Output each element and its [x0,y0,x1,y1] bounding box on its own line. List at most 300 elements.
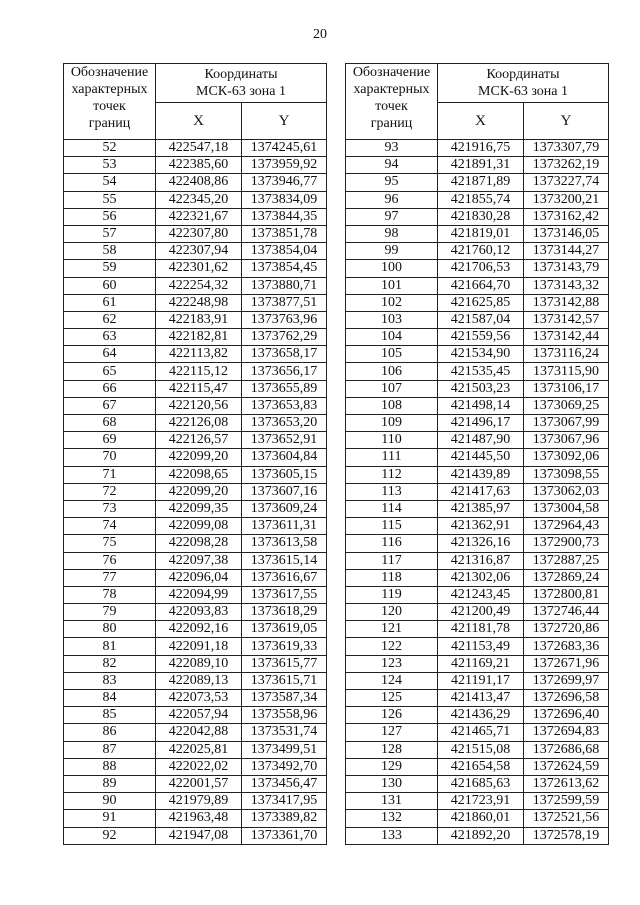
y-coordinate-cell: 1373143,79 [524,260,609,277]
y-coordinate-cell: 1373200,21 [524,191,609,208]
table-row [64,724,327,741]
y-coordinate-cell: 1372671,96 [524,655,609,672]
x-header: X [438,103,524,140]
point-label-line: характерных [71,82,148,97]
table-row [346,346,609,363]
point-number-cell: 97 [346,208,438,225]
x-coordinate-cell: 421316,87 [438,552,524,569]
x-coordinate-cell: 421534,90 [438,346,524,363]
y-coordinate-cell: 1373946,77 [242,174,327,191]
coordinates-header [438,64,609,103]
y-coordinate-cell: 1372900,73 [524,535,609,552]
point-number-cell: 102 [346,294,438,311]
point-number-cell: 114 [346,500,438,517]
point-number-cell: 108 [346,397,438,414]
x-coordinate-cell: 422307,80 [156,225,242,242]
point-number-cell: 105 [346,346,438,363]
coordinates-table-right [345,63,609,845]
y-coordinate-cell: 1373844,35 [242,208,327,225]
table-row [346,380,609,397]
table-row [64,311,327,328]
x-coordinate-cell: 421200,49 [438,604,524,621]
point-number-cell: 80 [64,621,156,638]
x-coordinate-cell: 421685,63 [438,775,524,792]
table-row [64,604,327,621]
y-coordinate-cell: 1373417,95 [242,793,327,810]
table-row [346,690,609,707]
table-row [346,569,609,586]
point-number-cell: 103 [346,311,438,328]
point-number-cell: 75 [64,535,156,552]
table-row [346,140,609,157]
x-coordinate-cell: 421535,45 [438,363,524,380]
point-number-cell: 88 [64,758,156,775]
point-number-cell: 79 [64,604,156,621]
y-coordinate-cell: 1373499,51 [242,741,327,758]
table-row [64,329,327,346]
x-coordinate-cell: 422248,98 [156,294,242,311]
point-number-cell: 123 [346,655,438,672]
point-number-cell: 99 [346,243,438,260]
coordinates-table-left [63,63,327,845]
x-coordinate-cell: 421871,89 [438,174,524,191]
y-coordinate-cell: 1373762,29 [242,329,327,346]
table-row [346,157,609,174]
x-coordinate-cell: 422093,83 [156,604,242,621]
y-coordinate-cell: 1373880,71 [242,277,327,294]
point-number-cell: 59 [64,260,156,277]
y-coordinate-cell: 1373615,14 [242,552,327,569]
page-number: 20 [313,27,327,42]
point-number-cell: 113 [346,483,438,500]
y-coordinate-cell: 1373106,17 [524,380,609,397]
table-row [346,500,609,517]
table-row [64,758,327,775]
table-row [64,672,327,689]
table-row [346,311,609,328]
point-number-cell: 100 [346,260,438,277]
coordinate-system: МСК-63 зона 1 [478,84,568,99]
point-number-cell: 53 [64,157,156,174]
y-coordinate-cell: 1373877,51 [242,294,327,311]
table-row [64,621,327,638]
x-coordinate-cell: 421496,17 [438,415,524,432]
point-number-cell: 82 [64,655,156,672]
y-coordinate-cell: 1372599,59 [524,793,609,810]
y-coordinate-cell: 1373618,29 [242,604,327,621]
point-label-line: точек [375,99,408,114]
point-number-cell: 78 [64,586,156,603]
table-row [64,415,327,432]
table-row [64,174,327,191]
y-coordinate-cell: 1372521,56 [524,810,609,827]
x-coordinate-cell: 421891,31 [438,157,524,174]
table-row [64,827,327,844]
y-coordinate-cell: 1372683,36 [524,638,609,655]
y-coordinate-cell: 1373558,96 [242,707,327,724]
point-number-cell: 77 [64,569,156,586]
x-coordinate-cell: 421916,75 [438,140,524,157]
y-coordinate-cell: 1373658,17 [242,346,327,363]
coordinates-header [156,64,327,103]
table-row [64,500,327,517]
table-row [64,346,327,363]
point-number-cell: 104 [346,329,438,346]
x-coordinate-cell: 421191,17 [438,672,524,689]
x-coordinate-cell: 421664,70 [438,277,524,294]
y-coordinate-cell: 1373531,74 [242,724,327,741]
table-row [346,449,609,466]
point-number-cell: 62 [64,311,156,328]
table-row [346,483,609,500]
table-row [346,225,609,242]
y-coordinate-cell: 1373067,96 [524,432,609,449]
y-coordinate-cell: 1373619,05 [242,621,327,638]
y-coordinate-cell: 1372578,19 [524,827,609,844]
x-coordinate-cell: 422385,60 [156,157,242,174]
point-label-line: точек [93,99,126,114]
y-coordinate-cell: 1373062,03 [524,483,609,500]
x-coordinate-cell: 421445,50 [438,449,524,466]
point-number-cell: 133 [346,827,438,844]
x-coordinate-cell: 422092,16 [156,621,242,638]
y-coordinate-cell: 1373617,55 [242,586,327,603]
y-coordinate-cell: 1373611,31 [242,518,327,535]
table-row [64,243,327,260]
point-number-cell: 71 [64,466,156,483]
y-coordinate-cell: 1373604,84 [242,449,327,466]
x-coordinate-cell: 422254,32 [156,277,242,294]
point-number-cell: 87 [64,741,156,758]
y-coordinate-cell: 1373851,78 [242,225,327,242]
table-row [64,294,327,311]
table-row [346,260,609,277]
point-number-cell: 120 [346,604,438,621]
point-number-cell: 129 [346,758,438,775]
x-coordinate-cell: 422115,47 [156,380,242,397]
y-header: Y [524,103,609,140]
x-coordinate-cell: 422096,04 [156,569,242,586]
point-label-line: характерных [353,82,430,97]
x-coordinate-cell: 422307,94 [156,243,242,260]
x-coordinate-cell: 422097,38 [156,552,242,569]
y-coordinate-cell: 1373307,79 [524,140,609,157]
x-coordinate-cell: 422126,08 [156,415,242,432]
table-row [346,672,609,689]
table-row [64,810,327,827]
table-row [64,432,327,449]
table-row [346,707,609,724]
point-number-cell: 91 [64,810,156,827]
y-coordinate-cell: 1373605,15 [242,466,327,483]
x-coordinate-cell: 421723,91 [438,793,524,810]
point-number-cell: 70 [64,449,156,466]
x-coordinate-cell: 421819,01 [438,225,524,242]
x-coordinate-cell: 421963,48 [156,810,242,827]
x-coordinate-cell: 421559,56 [438,329,524,346]
y-coordinate-cell: 1373142,88 [524,294,609,311]
table-row [64,466,327,483]
x-coordinate-cell: 422408,86 [156,174,242,191]
table-row [346,621,609,638]
point-number-cell: 94 [346,157,438,174]
y-coordinate-cell: 1373656,17 [242,363,327,380]
point-number-cell: 66 [64,380,156,397]
point-number-cell: 84 [64,690,156,707]
table-row [346,415,609,432]
x-coordinate-cell: 422099,20 [156,483,242,500]
table-row [64,793,327,810]
point-number-cell: 95 [346,174,438,191]
point-number-cell: 117 [346,552,438,569]
x-coordinate-cell: 422073,53 [156,690,242,707]
point-number-cell: 124 [346,672,438,689]
point-number-cell: 89 [64,775,156,792]
table-row [64,552,327,569]
y-coordinate-cell: 1373067,99 [524,415,609,432]
x-coordinate-cell: 421362,91 [438,518,524,535]
x-coordinate-cell: 422042,88 [156,724,242,741]
y-coordinate-cell: 1373854,45 [242,260,327,277]
y-coordinate-cell: 1373587,34 [242,690,327,707]
y-coordinate-cell: 1373609,24 [242,500,327,517]
point-label-header [346,64,438,140]
y-coordinate-cell: 1372699,97 [524,672,609,689]
point-number-cell: 65 [64,363,156,380]
table-row [64,380,327,397]
x-coordinate-cell: 421979,89 [156,793,242,810]
point-number-cell: 111 [346,449,438,466]
table-row [64,690,327,707]
x-coordinate-cell: 421487,90 [438,432,524,449]
table-row [64,518,327,535]
point-number-cell: 107 [346,380,438,397]
table-row [64,569,327,586]
y-coordinate-cell: 1372800,81 [524,586,609,603]
table-row [346,466,609,483]
table-row [346,329,609,346]
point-number-cell: 130 [346,775,438,792]
table-row [346,518,609,535]
x-coordinate-cell: 422120,56 [156,397,242,414]
table-body [346,140,609,845]
y-coordinate-cell: 1372696,58 [524,690,609,707]
table-row [64,449,327,466]
table-row [346,432,609,449]
y-coordinate-cell: 1373854,04 [242,243,327,260]
y-coordinate-cell: 1373142,57 [524,311,609,328]
y-coordinate-cell: 1373652,91 [242,432,327,449]
table-row [346,586,609,603]
x-coordinate-cell: 422057,94 [156,707,242,724]
table-row [64,157,327,174]
point-label-line: Обозначение [352,65,431,80]
x-coordinate-cell: 421503,23 [438,380,524,397]
point-number-cell: 69 [64,432,156,449]
table-row [64,655,327,672]
point-number-cell: 119 [346,586,438,603]
x-coordinate-cell: 422115,12 [156,363,242,380]
y-coordinate-cell: 1373144,27 [524,243,609,260]
table-row [64,260,327,277]
y-coordinate-cell: 1372686,68 [524,741,609,758]
y-coordinate-cell: 1373098,55 [524,466,609,483]
point-label-line: границ [88,116,131,131]
table-row [346,827,609,844]
x-header: X [156,103,242,140]
table-row [64,191,327,208]
x-coordinate-cell: 421326,16 [438,535,524,552]
y-coordinate-cell: 1372869,24 [524,569,609,586]
point-number-cell: 118 [346,569,438,586]
x-coordinate-cell: 422183,91 [156,311,242,328]
point-number-cell: 76 [64,552,156,569]
point-number-cell: 112 [346,466,438,483]
point-label-line: границ [370,116,413,131]
y-coordinate-cell: 1373361,70 [242,827,327,844]
y-coordinate-cell: 1373456,47 [242,775,327,792]
y-coordinate-cell: 1373115,90 [524,363,609,380]
y-coordinate-cell: 1373143,32 [524,277,609,294]
point-number-cell: 127 [346,724,438,741]
point-number-cell: 96 [346,191,438,208]
table-row [346,294,609,311]
table-body [64,140,327,845]
y-coordinate-cell: 1372696,40 [524,707,609,724]
y-coordinate-cell: 1372720,86 [524,621,609,638]
x-coordinate-cell: 421625,85 [438,294,524,311]
table-row [64,741,327,758]
point-number-cell: 56 [64,208,156,225]
point-number-cell: 83 [64,672,156,689]
x-coordinate-cell: 421587,04 [438,311,524,328]
y-coordinate-cell: 1373146,05 [524,225,609,242]
x-coordinate-cell: 421892,20 [438,827,524,844]
table-row [64,707,327,724]
x-coordinate-cell: 421413,47 [438,690,524,707]
point-number-cell: 101 [346,277,438,294]
table-row [346,191,609,208]
point-number-cell: 122 [346,638,438,655]
point-number-cell: 93 [346,140,438,157]
y-coordinate-cell: 1373615,71 [242,672,327,689]
table-row [64,363,327,380]
x-coordinate-cell: 421302,06 [438,569,524,586]
y-header: Y [242,103,327,140]
y-coordinate-cell: 1373619,33 [242,638,327,655]
table-row [346,397,609,414]
y-coordinate-cell: 1373607,16 [242,483,327,500]
x-coordinate-cell: 422099,35 [156,500,242,517]
table-row [346,775,609,792]
point-number-cell: 131 [346,793,438,810]
y-coordinate-cell: 1373834,09 [242,191,327,208]
x-coordinate-cell: 421515,08 [438,741,524,758]
y-coordinate-cell: 1373162,42 [524,208,609,225]
point-number-cell: 92 [64,827,156,844]
point-number-cell: 52 [64,140,156,157]
table-row [64,586,327,603]
table-row [346,638,609,655]
point-number-cell: 73 [64,500,156,517]
y-coordinate-cell: 1373492,70 [242,758,327,775]
coordinate-system: МСК-63 зона 1 [196,84,286,99]
y-coordinate-cell: 1373763,96 [242,311,327,328]
table-row [346,552,609,569]
table-row [346,208,609,225]
point-number-cell: 90 [64,793,156,810]
x-coordinate-cell: 422089,10 [156,655,242,672]
point-number-cell: 81 [64,638,156,655]
x-coordinate-cell: 422113,82 [156,346,242,363]
point-number-cell: 74 [64,518,156,535]
y-coordinate-cell: 1373655,89 [242,380,327,397]
point-number-cell: 115 [346,518,438,535]
y-coordinate-cell: 1373142,44 [524,329,609,346]
y-coordinate-cell: 1373615,77 [242,655,327,672]
point-number-cell: 72 [64,483,156,500]
table-row [346,363,609,380]
y-coordinate-cell: 1373616,67 [242,569,327,586]
point-number-cell: 60 [64,277,156,294]
x-coordinate-cell: 421153,49 [438,638,524,655]
point-number-cell: 64 [64,346,156,363]
x-coordinate-cell: 421498,14 [438,397,524,414]
x-coordinate-cell: 421760,12 [438,243,524,260]
point-number-cell: 128 [346,741,438,758]
coordinates-title: Координаты [204,67,278,82]
coordinates-title: Координаты [486,67,560,82]
x-coordinate-cell: 421417,63 [438,483,524,500]
x-coordinate-cell: 421830,28 [438,208,524,225]
y-coordinate-cell: 1373959,92 [242,157,327,174]
x-coordinate-cell: 422025,81 [156,741,242,758]
y-coordinate-cell: 1373653,20 [242,415,327,432]
point-number-cell: 132 [346,810,438,827]
table-row [346,277,609,294]
y-coordinate-cell: 1373092,06 [524,449,609,466]
point-number-cell: 68 [64,415,156,432]
table-row [346,810,609,827]
y-coordinate-cell: 1373069,25 [524,397,609,414]
x-coordinate-cell: 422089,13 [156,672,242,689]
x-coordinate-cell: 422182,81 [156,329,242,346]
y-coordinate-cell: 1372624,59 [524,758,609,775]
x-coordinate-cell: 422091,18 [156,638,242,655]
table-row [346,535,609,552]
point-number-cell: 61 [64,294,156,311]
x-coordinate-cell: 421436,29 [438,707,524,724]
x-coordinate-cell: 422099,08 [156,518,242,535]
table-row [64,140,327,157]
y-coordinate-cell: 1373227,74 [524,174,609,191]
table-row [64,775,327,792]
x-coordinate-cell: 422547,18 [156,140,242,157]
point-number-cell: 85 [64,707,156,724]
x-coordinate-cell: 422001,57 [156,775,242,792]
y-coordinate-cell: 1372746,44 [524,604,609,621]
point-number-cell: 110 [346,432,438,449]
x-coordinate-cell: 421860,01 [438,810,524,827]
point-label-line: Обозначение [70,65,149,80]
table-row [346,174,609,191]
point-number-cell: 116 [346,535,438,552]
table-row [346,741,609,758]
point-number-cell: 98 [346,225,438,242]
table-row [346,758,609,775]
y-coordinate-cell: 1373389,82 [242,810,327,827]
table-row [64,535,327,552]
